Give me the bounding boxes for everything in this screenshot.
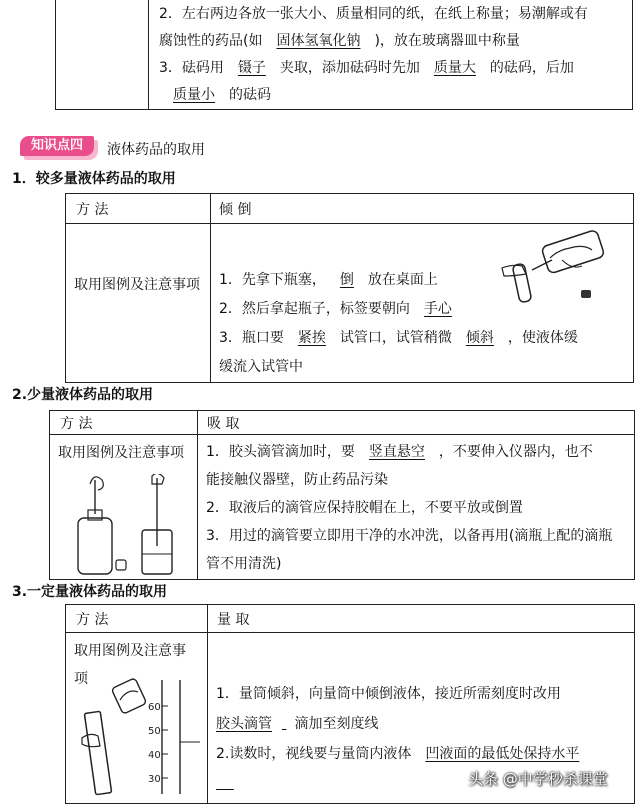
- top-line3b: 质量小 的砝码: [159, 82, 632, 109]
- blank-answer: 胶头滴管: [216, 716, 272, 732]
- blank-answer: 凹液面的最低处保持水平: [425, 746, 580, 762]
- top-line2b: 腐蚀性的药品(如 固体氢氧化钠 )，放在玻璃器皿中称量: [159, 33, 520, 49]
- blank-answer: 质量小: [173, 87, 215, 103]
- pouring-illustration: [492, 228, 617, 308]
- blank-answer: 手心: [423, 301, 452, 317]
- top-line3a: 3．砝码用 镊子 夹取，添加砝码时先加 质量大 的砝码，后加: [159, 60, 574, 76]
- s1-item3: 3．瓶口要 紧挨 试管口，试管稍微 倾斜 ，使液体缓: [219, 330, 578, 346]
- knowledge-point-title: 液体药品的取用: [107, 142, 205, 158]
- section3-header-value: 量 取: [208, 605, 635, 633]
- blank-answer: 紧挨: [297, 330, 326, 346]
- top-table-content-cell: [149, 0, 633, 110]
- cylinder-tick-30: 30: [148, 774, 161, 785]
- s2-item3-line2: 管不用清洗): [206, 556, 282, 572]
- blank-answer: 竖直悬空: [368, 444, 425, 460]
- blank-answer: 倾斜: [465, 330, 494, 346]
- section1-row-label: 取用图例及注意事项: [66, 224, 211, 383]
- knowledge-point-tag: 知识点四: [20, 136, 94, 156]
- blank-answer: 倒: [339, 272, 354, 288]
- s1-item1: 1．先拿下瓶塞， 倒 放在桌面上: [219, 272, 438, 288]
- watermark: 头条 @中学秒杀课堂: [468, 770, 608, 788]
- top-line2a: 2．左右两边各放一张大小、质量相同的纸，在纸上称量；易潮解或有: [159, 6, 588, 22]
- s1-item2: 2．然后拿起瓶子，标签要朝向 手心: [219, 295, 633, 324]
- s3-item2: 2.读数时，视线要与量筒内液体 凹液面的最低处保持水平: [216, 739, 634, 769]
- section2-row-label: 取用图例及注意事项: [50, 435, 198, 580]
- section2-heading: 2.少量液体药品的取用: [12, 387, 154, 403]
- s3-item1-line2: 胶头滴管 滴加至刻度线: [216, 716, 379, 732]
- section1-header-value: 倾 倒: [211, 194, 634, 224]
- blank-answer: 固体氢氧化钠: [276, 33, 361, 49]
- top-table: [55, 0, 633, 110]
- s2-item2: 2．取液后的滴管应保持胶帽在上，不要平放或倒置: [206, 500, 523, 516]
- section1-heading: 1．较多量液体药品的取用: [12, 171, 176, 187]
- section2-row-content: [198, 435, 635, 580]
- section2-header-value: 吸 取: [198, 411, 635, 435]
- section3-header-method: 方 法: [66, 605, 208, 633]
- blank-answer: 镊子: [237, 60, 266, 76]
- section3-row-label: 取用图例及注意事项: [66, 633, 208, 804]
- cylinder-tick-60: 60: [148, 702, 161, 713]
- section1-header-method: 方 法: [66, 194, 211, 224]
- section2-header-method: 方 法: [50, 411, 198, 435]
- cylinder-tick-50: 50: [148, 726, 161, 737]
- s3-item1-line1: 1．量筒倾斜，向量筒中倾倒液体，接近所需刻度时改用: [216, 686, 561, 702]
- s2-item1: 1．胶头滴管滴加时，要 竖直悬空 ，不要伸入仪器内，也不: [206, 444, 593, 460]
- dropper-illustration: [72, 474, 182, 578]
- s2-item1-line2: 能接触仪器壁，防止药品污染: [206, 472, 388, 488]
- s1-item3-line2: 缓流入试管中: [219, 359, 303, 375]
- blank-answer: 质量大: [433, 60, 476, 76]
- top-table-label-cell: [56, 0, 149, 110]
- section3-heading: 3.一定量液体药品的取用: [12, 584, 168, 600]
- cylinder-tick-40: 40: [148, 750, 161, 761]
- cylinder-illustration: [76, 678, 204, 796]
- s2-item3-line1: 3．用过的滴管要立即用干净的水冲洗，以备再用(滴瓶上配的滴瓶: [206, 528, 613, 544]
